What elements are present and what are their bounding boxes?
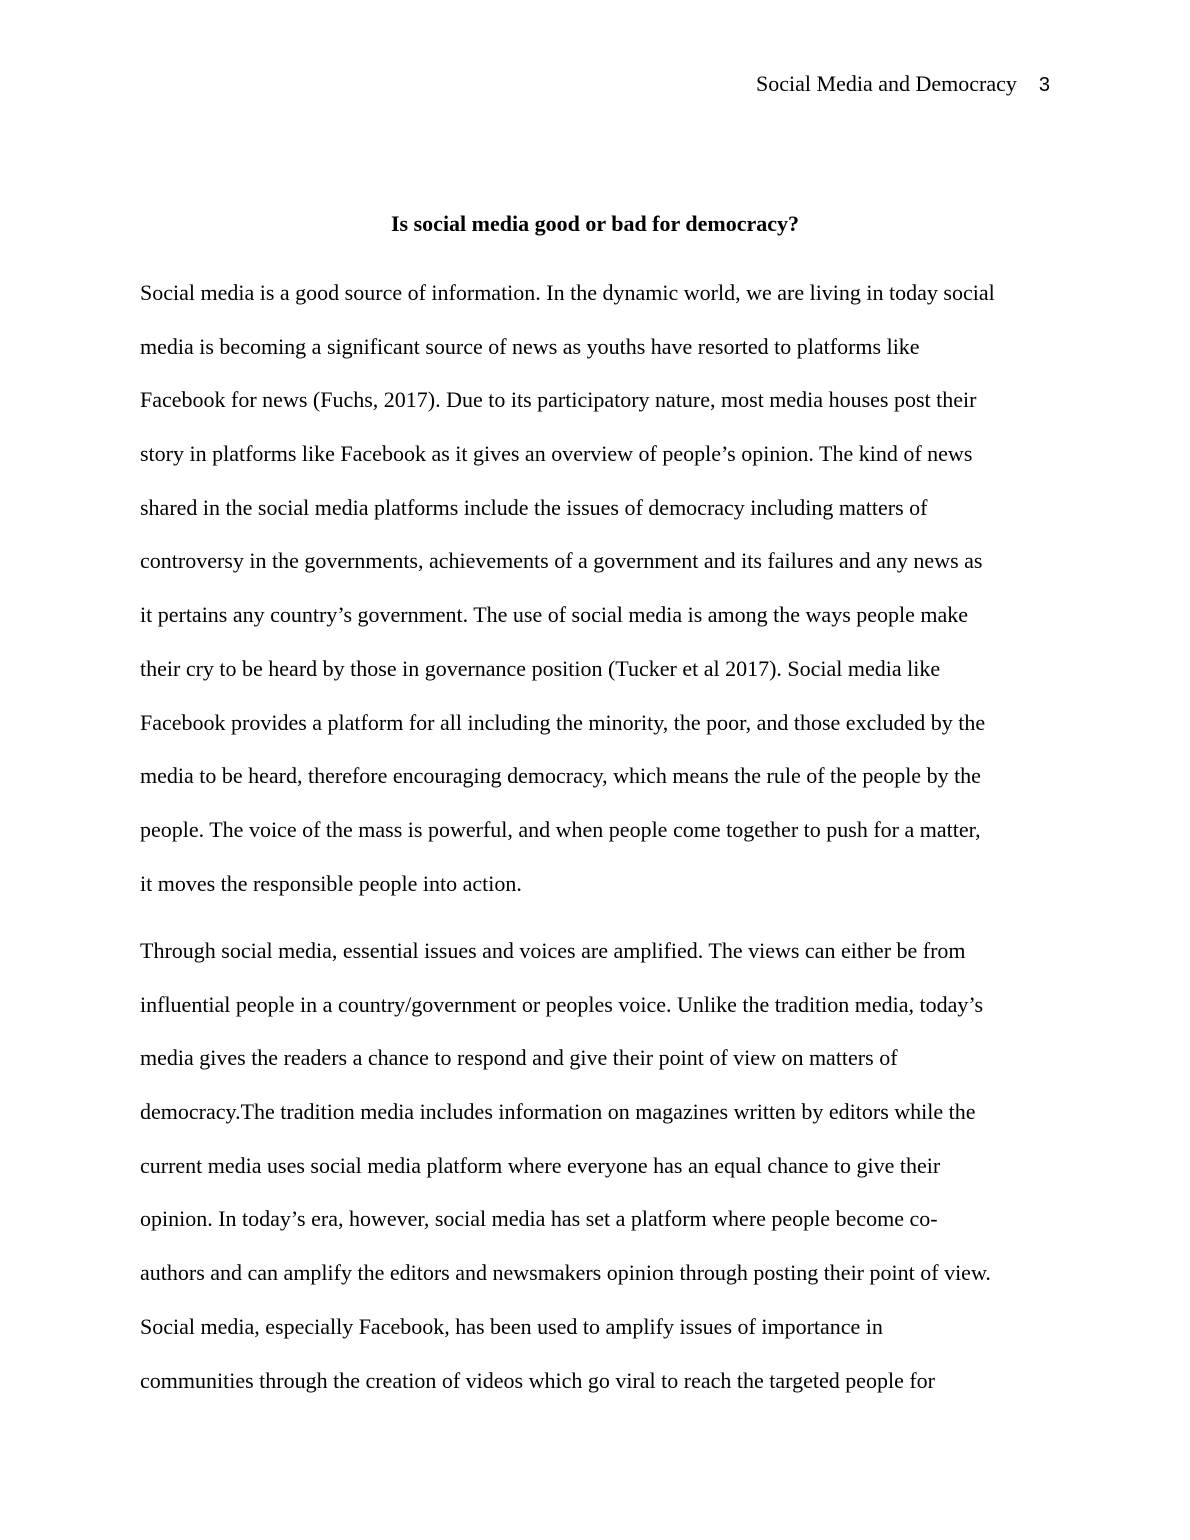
essay-heading: Is social media good or bad for democracy? (391, 211, 799, 236)
paragraph-line: media gives the readers a chance to respond and give their point of view on matters of (140, 1045, 898, 1071)
paragraph-line: Through social media, essential issues and voices are amplified. The views can either be from (140, 938, 966, 963)
body-paragraph (140, 279, 1052, 923)
paragraph-line: authors and can amplify the editors and newsmakers opinion through posting their point of view. (140, 1260, 991, 1286)
paragraph-line: story in platforms like Facebook as it gives an overview of people’s opinion. The kind of news (140, 441, 973, 467)
paragraph-line: current media uses social media platform where everyone has an equal chance to give their (140, 1152, 941, 1178)
paragraph-line: media to be heard, therefore encouraging democracy, which means the rule of the people by the (140, 763, 981, 789)
paragraph-line: shared in the social media platforms include the issues of democracy including matters of (140, 494, 928, 520)
paragraph-line: opinion. In today’s era, however, social media has set a platform where people become co- (140, 1206, 938, 1232)
paragraph-line: media is becoming a significant source of news as youths have resorted to platforms like (140, 333, 920, 359)
paragraph-line: Facebook for news (Fuchs, 2017). Due to its participatory nature, most media houses post their (140, 387, 977, 413)
paragraph-line: democracy.The tradition media includes information on magazines written by editors while the (140, 1099, 976, 1125)
paragraph-line: Social media, especially Facebook, has been used to amplify issues of importance in (140, 1313, 883, 1339)
paragraph-line: Facebook provides a platform for all including the minority, the poor, and those excluded by the (140, 709, 986, 735)
paragraph-line: people. The voice of the mass is powerful, and when people come together to push for a matter, (140, 816, 981, 842)
paragraph-line: it moves the responsible people into action. (140, 870, 522, 896)
paragraph-line: their cry to be heard by those in governance position (Tucker et al 2017). Social media like (140, 655, 941, 681)
paragraph-line: communities through the creation of videos which go viral to reach the targeted people for (140, 1367, 936, 1393)
paragraph-line: controversy in the governments, achievements of a government and its failures and any news as (140, 548, 983, 574)
running-head (756, 70, 1050, 99)
paragraph-line: Social media is a good source of information. In the dynamic world, we are living in today social (140, 280, 995, 305)
paragraph-line: it pertains any country’s government. The use of social media is among the ways people make (140, 602, 969, 628)
body-paragraph (140, 937, 1052, 1420)
running-title: Social Media and Democracy (756, 71, 1017, 96)
page-number: 3 (1038, 74, 1050, 96)
paragraph-line: influential people in a country/government or peoples voice. Unlike the tradition media, today’s (140, 991, 984, 1017)
